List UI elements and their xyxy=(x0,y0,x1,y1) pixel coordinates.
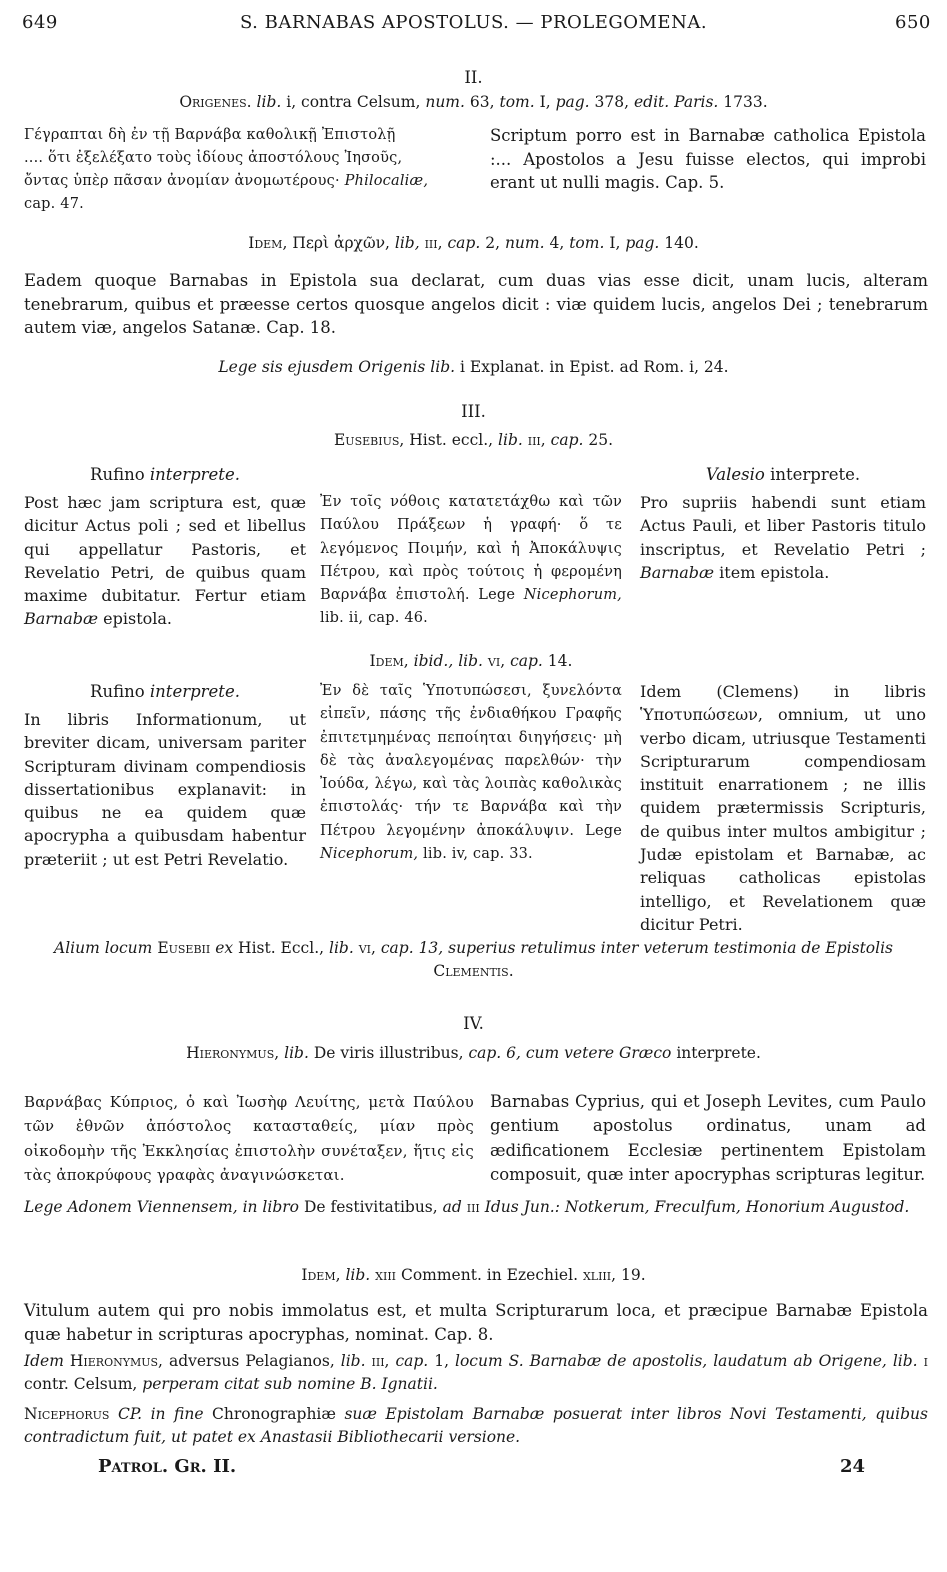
section-iii-greek-1: Ἐν τοῖς νόθοις κατατετάχθω καὶ τῶν Παύλου Πράξεων ἡ γραφή· ὅ τε λεγόμενος Ποιμήν, καὶ ἡ Ἀποκάλυψις Πέτρου, καὶ πρὸς τούτοις ἡ φερομένη Βαρνάβα ἐπιστολή. Lege Nicephorum, lib. ii, cap. 46. xyxy=(320,494,622,627)
section-iv-greek: Βαρνάβας Κύπριος, ὁ καὶ Ἰωσὴφ Λευίτης, μετὰ Παύλου τῶν ἐθνῶν ἀπόστολος κατασταθείς, μίαν πρὸς οἰκοδομὴν τῆς Ἐκκλησίας ἐπιστολὴν συνέταξεν, ἥτις εἰς τὰς ἀποκρύφους γραφὰς ἀναγινώσκεται. xyxy=(24,1093,474,1184)
section-ii-lege-note: Lege sis ejusdem Origenis lib. i Explanat. in Epist. ad Rom. i, 24. xyxy=(218,358,729,376)
rufino-heading-1: Rufino interprete. xyxy=(90,465,240,484)
rufino-heading-2: Rufino interprete. xyxy=(90,682,240,701)
section-ii-reference: Origenes. lib. i, contra Celsum, num. 63, tom. I, pag. 378, edit. Paris. 1733. xyxy=(179,93,768,111)
footer-sheet-number: 24 xyxy=(840,1456,866,1477)
section-iii-reference: Eusebius, Hist. eccl., lib. iii, cap. 25. xyxy=(333,431,614,449)
valesio-text: Pro supriis habendi sunt etiam Actus Pauli, et liber Pastoris titulo inscriptus, et Revelatio Petri ; Barnabæ item epistola. xyxy=(640,493,926,582)
rufino-text-2: In libris Informationum, ut breviter dicam, universam pariter Scripturam divinam compendiosis dissertationibus explanavit: in quibus ne ea quidem quæ apocrypha a quibusdam habentur præteriit ; ut est Petri Revelatio. xyxy=(24,710,306,869)
vitulum-paragraph: Vitulum autem qui pro nobis immolatus est, et multa Scripturarum loca, et præcipue Barnabæ Epistola quæ habetur in scripturas apocryphas, nominat. Cap. 8. xyxy=(24,1301,928,1344)
nicephorus-note: Nicephorus CP. in fine Chronographiæ suæ Epistolam Barnabæ posuerat inter libros Novi Testamenti, quibus contradictum fuit, ut patet ex Anastasii Bibliothecarii versione. xyxy=(24,1405,928,1446)
section-ii-greek: Γέγραπται δὴ ἐν τῇ Βαρνάβα καθολικῇ Ἐπιστολῇ .... ὅτι ἐξελέξατο τοὺς ἰδίους ἀποστόλους Ἰησοῦς, ὄντας ὑπὲρ πᾶσαν ἀνομίαν ἀνομωτέρους· Philocaliæ, cap. 47. xyxy=(24,127,429,212)
section-ii-idem-reference: Idem, Περὶ ἀρχῶν, lib, iii, cap. 2, num. 4, tom. I, pag. 140. xyxy=(248,234,699,252)
idem-hieronymus-note: Idem Hieronymus, adversus Pelagianos, lib. iii, cap. 1, locum S. Barnabæ de apostolis, laudatum ab Origene, lib. i contr. Celsum, perperam citat sub nomine B. Ignatii. xyxy=(24,1352,928,1393)
running-title: S. BARNABAS APOSTOLUS. — PROLEGOMENA. xyxy=(239,12,708,33)
section-ii-paragraph: Eadem quoque Barnabas in Epistola sua declarat, cum duas vias esse dicit, unam lucis, alteram tenebrarum, quibus et præesse certos quosque angelos dicit : viæ quidem lucis, angelos Dei ; tenebrarum autem viæ, angelos Satanæ. Cap. 18. xyxy=(24,271,928,337)
section-iii-alium-note: Alium locum Eusebii ex Hist. Eccl., lib. vi, cap. 13, superius retulimus inter veterum testimonia de Epistolis Clementis. xyxy=(54,939,893,980)
section-iv-lege-note: Lege Adonem Viennensem, in libro De festivitatibus, ad iii Idus Jun.: Notkerum, Freculfum, Honorium Augustod. xyxy=(24,1198,910,1216)
section-number-iv: IV. xyxy=(463,1014,484,1033)
section-iii-idem-reference: Idem, ibid., lib. vi, cap. 14. xyxy=(369,652,573,670)
section-iv-idem-reference: Idem, lib. xiii Comment. in Ezechiel. xliii, 19. xyxy=(301,1266,646,1284)
clemens-text: Idem (Clemens) in libris Ὑποτυπώσεων, omnium, ut uno verbo dicam, utriusque Testamenti Scripturarum compendiosam instituit enarrationem ; ne illis quidem prætermissis Scripturis, de quibus inter multos ambigitur ; Judæ epistolam et Barnabæ, ac reliquas catholicas epistolas intelligo, et Revelationem quæ dicitur Petri. xyxy=(640,682,926,934)
section-iv-latin: Barnabas Cyprius, qui et Joseph Levites, cum Paulo gentium apostolus ordinatus, unam ad ædificationem Ecclesiæ pertinentem Epistolam composuit, quæ inter apocryphas scripturas legitur. xyxy=(490,1092,926,1184)
page-number-left: 649 xyxy=(22,12,58,33)
footer-signature: Patrol. Gr. II. xyxy=(98,1456,237,1477)
rufino-text-1: Post hæc jam scriptura est, quæ dicitur Actus poli ; sed et libellus qui appellatur Pastoris, et Revelatio Petri, de quibus quam maxime dubitatur. Fertur etiam Barnabæ epistola. xyxy=(24,493,306,629)
section-number-iii: III. xyxy=(461,402,486,421)
section-ii-latin: Scriptum porro est in Barnabæ catholica Epistola :... Apostolos a Jesu fuisse electos, qui improbi erant ut nulli magis. Cap. 5. xyxy=(490,126,926,192)
section-number-ii: II. xyxy=(464,68,483,87)
section-iii-greek-2: Ἐν δὲ ταῖς Ὑποτυπώσεσι, ξυνελόντα εἰπεῖν, πάσης τῆς ἐνδιαθήκου Γραφῆς ἐπιτετμημένας πεποίηται διηγήσεις· μὴ δὲ τὰς ἀναλεγομένας παρελθών· τὴν Ἰούδα, λέγω, καὶ τὰς λοιπὰς καθολικὰς ἐπιστολάς· τήν τε Βαρνάβα καὶ τὴν Πέτρου λεγομένην ἀποκάλυψιν. Lege Nicephorum, lib. iv, cap. 33. xyxy=(320,683,622,863)
valesio-heading: Valesio interprete. xyxy=(705,465,861,484)
section-iv-reference: Hieronymus, lib. De viris illustribus, cap. 6, cum vetere Græco interprete. xyxy=(186,1044,761,1062)
page-number-right: 650 xyxy=(895,12,931,33)
